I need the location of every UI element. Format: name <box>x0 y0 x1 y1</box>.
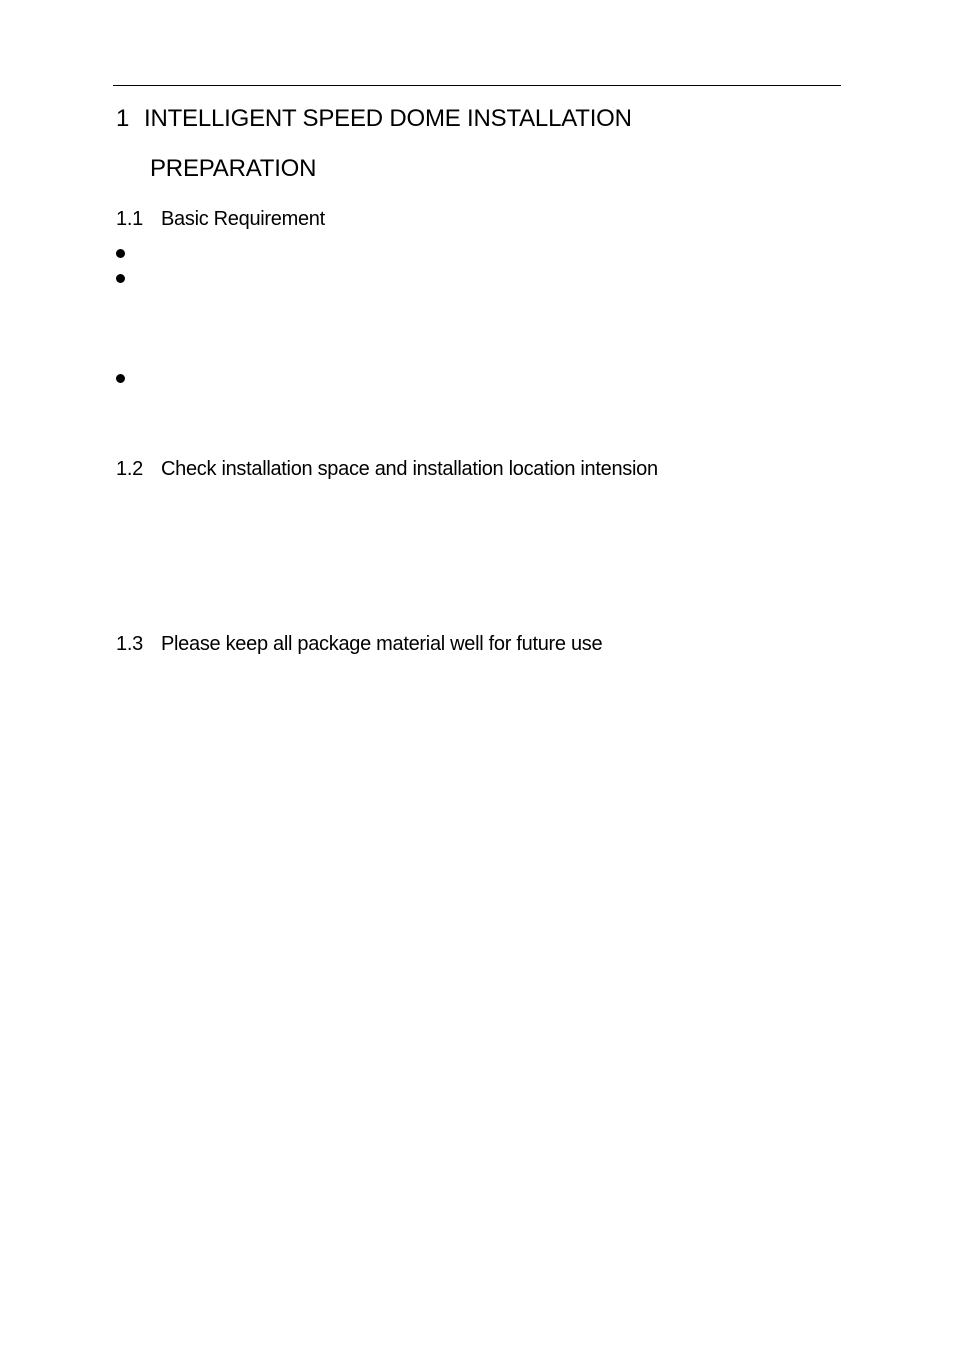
chapter-title-line2: PREPARATION <box>150 155 317 182</box>
section-heading-1-2 <box>116 456 658 482</box>
section-heading-1-1 <box>116 206 325 232</box>
section-heading-1-3 <box>116 631 602 657</box>
bullet-icon <box>116 249 125 258</box>
chapter-title-line1: INTELLIGENT SPEED DOME INSTALLATION <box>144 105 632 132</box>
bullet-icon <box>116 274 125 283</box>
section-title: Basic Requirement <box>161 208 325 230</box>
chapter-number: 1 <box>116 105 130 132</box>
section-number: 1.1 <box>116 208 143 230</box>
section-number: 1.2 <box>116 458 143 480</box>
section-title: Check installation space and installation location intension <box>161 458 658 480</box>
section-number: 1.3 <box>116 633 143 655</box>
section-title: Please keep all package material well for future use <box>161 633 603 655</box>
bullet-icon <box>116 374 125 383</box>
chapter-heading <box>116 104 632 134</box>
header-divider <box>113 85 841 86</box>
